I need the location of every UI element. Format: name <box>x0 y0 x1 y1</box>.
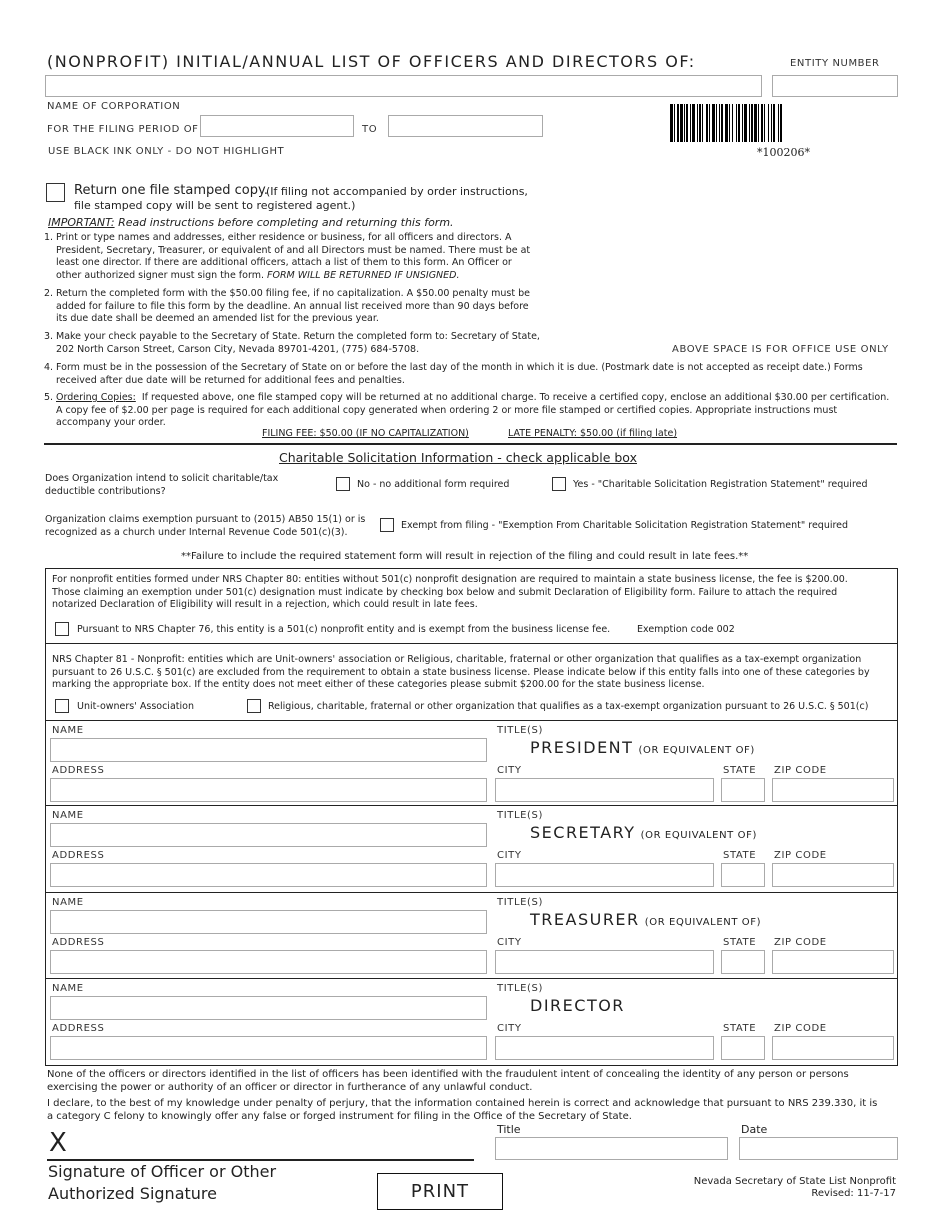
nrs81-line: pursuant to 26 U.S.C. § 501(c) are excluded from the requirement to obtain a state business license. Please indicate below if this entity falls into one of these categories by <box>52 666 870 678</box>
form-title: (NONPROFIT) INITIAL/ANNUAL LIST OF OFFICERS AND DIRECTORS OF: <box>47 52 696 71</box>
officer-name-field[interactable] <box>50 996 487 1020</box>
state-label: STATE <box>723 850 757 861</box>
instruction-line: added for failure to file this form by the deadline. An annual list received more than 90 days before <box>56 300 529 312</box>
city-label: CITY <box>497 850 522 861</box>
signature-label-line: Signature of Officer or Other <box>48 1162 277 1181</box>
officer-zip-field[interactable] <box>772 1036 894 1060</box>
divider <box>45 643 898 644</box>
officer-state-field[interactable] <box>721 863 765 887</box>
exemption-question-line: Organization claims exemption pursuant to (2015) AB50 15(1) or is <box>45 514 366 525</box>
item-number: 1. <box>44 232 54 243</box>
officer-title-suffix: (OR EQUIVALENT OF) <box>640 830 757 841</box>
instruction-line: Print or type names and addresses, either residence or business, for all officers and directors. A <box>56 232 512 243</box>
instruction-line: least one director. If there are additional officers, attach a list of them to this form. An Officer or <box>56 257 512 268</box>
no-solicit-label: No - no additional form required <box>357 479 510 490</box>
filing-period-to-field[interactable] <box>388 115 543 137</box>
item-number: 4. <box>44 362 54 373</box>
ink-note: USE BLACK INK ONLY - DO NOT HIGHLIGHT <box>48 146 285 157</box>
titles-label: TITLE(S) <box>497 983 544 994</box>
no-solicit-checkbox[interactable] <box>336 477 350 491</box>
barcode <box>670 104 898 142</box>
divider <box>44 443 897 445</box>
date-label: Date <box>741 1123 768 1136</box>
officer-city-field[interactable] <box>495 950 714 974</box>
city-label: CITY <box>497 937 522 948</box>
titles-label: TITLE(S) <box>497 810 544 821</box>
important-text: Read instructions before completing and returning this form. <box>118 216 454 229</box>
nrs80-text <box>52 574 892 612</box>
instruction-text: other authorized signer must sign the form. <box>56 269 264 281</box>
instruction-item-4 <box>44 362 914 387</box>
declaration-perjury <box>47 1097 907 1123</box>
name-label: NAME <box>52 725 84 736</box>
officer-address-field[interactable] <box>50 863 487 887</box>
officer-city-field[interactable] <box>495 778 714 802</box>
return-copy-checkbox[interactable] <box>46 183 65 202</box>
nrs76-exempt-checkbox[interactable] <box>55 622 69 636</box>
signature-label <box>48 1161 276 1205</box>
office-use-note: ABOVE SPACE IS FOR OFFICE USE ONLY <box>672 344 889 355</box>
address-label: ADDRESS <box>52 850 105 861</box>
entity-number-label: ENTITY NUMBER <box>790 58 880 69</box>
instruction-line: A copy fee of $2.00 per page is required for each additional copy generated when ordering 2 or more file stamped or certified copies. Appropriate instructions must <box>56 404 838 416</box>
signature-date-field[interactable] <box>739 1137 898 1160</box>
officer-address-field[interactable] <box>50 1036 487 1060</box>
officer-zip-field[interactable] <box>772 863 894 887</box>
item-number: 3. <box>44 331 54 342</box>
instruction-line: 202 North Carson Street, Carson City, Nevada 89701-4201, (775) 684-5708. <box>56 343 420 355</box>
nrs80-line: For nonprofit entities formed under NRS Chapter 80: entities without 501(c) nonprofit designation are required to maintain a state business license, the fee is $200.00. <box>52 574 848 585</box>
unit-owners-label: Unit-owners' Association <box>77 701 194 712</box>
officer-title-text: PRESIDENT <box>530 738 634 757</box>
instruction-line: Form must be in the possession of the Secretary of State on or before the last day of the month in which it is due. (Postmark date is not accepted as receipt date.) Forms <box>56 362 863 373</box>
instruction-line: Return the completed form with the $50.00 filing fee, if no capitalization. A $50.00 penalty must be <box>56 288 530 299</box>
zip-label: ZIP CODE <box>774 850 827 861</box>
address-label: ADDRESS <box>52 1023 105 1034</box>
officer-title <box>530 996 625 1015</box>
officer-block <box>45 720 898 805</box>
exemption-code: Exemption code 002 <box>637 624 735 635</box>
instruction-text: If requested above, one file stamped copy will be returned at no additional charge. To receive a certified copy, enclose an additional $30.00 per certification. <box>141 392 890 403</box>
titles-label: TITLE(S) <box>497 725 544 736</box>
nrs81-line: marking the appropriate box. If the entity does not meet either of these categories please submit $200.00 for the state business license. <box>52 679 705 690</box>
address-label: ADDRESS <box>52 765 105 776</box>
zip-label: ZIP CODE <box>774 765 827 776</box>
officer-title-suffix: (OR EQUIVALENT OF) <box>644 917 762 928</box>
instruction-item-5 <box>44 392 924 430</box>
footer-line: Revised: 11-7-17 <box>811 1188 896 1199</box>
exempt-filing-label: Exempt from filing - "Exemption From Charitable Solicitation Registration Statement" required <box>401 520 849 531</box>
solicit-question-line: deductible contributions? <box>45 485 166 497</box>
instruction-line: President, Secretary, Treasurer, or equivalent of and all Directors must be named. There must be at <box>56 244 531 256</box>
instruction-line <box>56 392 924 405</box>
corporation-name-label: NAME OF CORPORATION <box>47 101 181 112</box>
name-label: NAME <box>52 897 84 908</box>
exemption-question-line: recognized as a church under Internal Revenue Code 501(c)(3). <box>45 526 348 538</box>
footer-revision <box>690 1176 896 1200</box>
officer-title-suffix: (OR EQUIVALENT OF) <box>638 745 755 756</box>
officer-title <box>530 910 761 929</box>
declaration-line: None of the officers or directors identified in the list of officers has been identified with the fraudulent intent of concealing the identity of any person or persons <box>47 1069 849 1080</box>
state-label: STATE <box>723 1023 757 1034</box>
officer-name-field[interactable] <box>50 910 487 934</box>
zip-label: ZIP CODE <box>774 1023 827 1034</box>
officer-block <box>45 805 898 892</box>
religious-org-checkbox[interactable] <box>247 699 261 713</box>
item-number: 2. <box>44 288 54 299</box>
signature-label-line: Authorized Signature <box>48 1184 217 1203</box>
important-line <box>48 216 454 229</box>
city-label: CITY <box>497 1023 522 1034</box>
officer-zip-field[interactable] <box>772 778 894 802</box>
religious-org-label: Religious, charitable, fraternal or other organization that qualifies as a tax-exempt organization pursuant to 26 U.S.C. § 501(c) <box>268 701 869 712</box>
barcode-text: *100206* <box>757 146 810 159</box>
solicit-question <box>45 473 278 498</box>
return-copy-note: (If filing not accompanied by order instructions, <box>266 185 528 198</box>
late-penalty: LATE PENALTY: $50.00 (if filing late) <box>508 428 678 439</box>
charitable-heading: Charitable Solicitation Information - check applicable box <box>279 450 637 465</box>
nrs76-exempt-label: Pursuant to NRS Chapter 76, this entity is a 501(c) nonprofit entity and is exempt from the business license fee. <box>77 624 611 635</box>
officer-block <box>45 978 898 1066</box>
unit-owners-checkbox[interactable] <box>55 699 69 713</box>
signer-title-field[interactable] <box>495 1137 728 1160</box>
officer-title <box>530 738 755 757</box>
filing-fee: FILING FEE: $50.00 (IF NO CAPITALIZATION) <box>262 428 469 439</box>
filing-period-label: FOR THE FILING PERIOD OF <box>47 124 199 135</box>
instruction-item-1 <box>44 232 544 282</box>
yes-solicit-label: Yes - "Charitable Solicitation Registration Statement" required <box>573 479 868 490</box>
officer-title-text: DIRECTOR <box>530 996 625 1015</box>
officer-address-field[interactable] <box>50 778 487 802</box>
print-button[interactable]: PRINT <box>377 1173 503 1210</box>
address-label: ADDRESS <box>52 937 105 948</box>
officer-zip-field[interactable] <box>772 950 894 974</box>
instruction-line: accompany your order. <box>56 417 166 428</box>
signature-x-mark: X <box>49 1128 67 1158</box>
officer-state-field[interactable] <box>721 1036 765 1060</box>
declaration-fraud <box>47 1068 907 1094</box>
declaration-line: a category C felony to knowingly offer any false or forged instrument for filing in the Office of the Secretary of State. <box>47 1111 632 1122</box>
unsigned-warning: FORM WILL BE RETURNED IF UNSIGNED. <box>267 269 460 281</box>
corporation-name-field[interactable] <box>45 75 762 97</box>
officer-city-field[interactable] <box>495 863 714 887</box>
declaration-line: exercising the power or authority of an officer or director in furtherance of any unlawful conduct. <box>47 1082 533 1093</box>
instruction-item-2 <box>44 288 544 326</box>
name-label: NAME <box>52 983 84 994</box>
instruction-line: its due date shall be deemed an amended list for the previous year. <box>56 313 379 324</box>
state-label: STATE <box>723 937 757 948</box>
ordering-copies-heading: Ordering Copies: <box>56 392 136 403</box>
declaration-line: I declare, to the best of my knowledge under penalty of perjury, that the information contained herein is correct and acknowledge that pursuant to NRS 239.330, it is <box>47 1098 878 1109</box>
yes-solicit-checkbox[interactable] <box>552 477 566 491</box>
nrs80-line: notarized Declaration of Eligibility will result in a rejection, which could result in late fees. <box>52 599 478 610</box>
exemption-question <box>45 514 365 539</box>
entity-number-field[interactable] <box>772 75 898 97</box>
return-copy-note-2: file stamped copy will be sent to registered agent.) <box>74 199 356 212</box>
titles-label: TITLE(S) <box>497 897 544 908</box>
officer-block <box>45 892 898 978</box>
solicit-question-line: Does Organization intend to solicit charitable/tax <box>45 473 279 484</box>
officer-name-field[interactable] <box>50 738 487 762</box>
state-label: STATE <box>723 765 757 776</box>
officer-title <box>530 823 757 842</box>
footer-line: Nevada Secretary of State List Nonprofit <box>693 1176 896 1187</box>
important-label: IMPORTANT: <box>48 216 115 229</box>
title-label: Title <box>497 1123 521 1136</box>
officer-address-field[interactable] <box>50 950 487 974</box>
nrs81-line: NRS Chapter 81 - Nonprofit: entities which are Unit-owners' association or Religious, charitable, fraternal or other organization that qualifies as a tax-exempt organization <box>52 654 862 665</box>
instruction-line: received after due date will be returned for additional fees and penalties. <box>56 374 405 386</box>
officer-title-text: SECRETARY <box>530 823 636 842</box>
instruction-line: Make your check payable to the Secretary of State. Return the completed form to: Secretary of State, <box>56 331 540 342</box>
item-number: 5. <box>44 392 54 403</box>
officer-state-field[interactable] <box>721 950 765 974</box>
instruction-line <box>56 270 544 283</box>
failure-warning: **Failure to include the required statement form will result in rejection of the filing and could result in late fees.** <box>181 551 749 562</box>
officer-name-field[interactable] <box>50 823 487 847</box>
name-label: NAME <box>52 810 84 821</box>
instruction-item-3 <box>44 331 554 356</box>
exempt-filing-checkbox[interactable] <box>380 518 394 532</box>
to-label: TO <box>362 124 378 135</box>
nrs81-text <box>52 654 892 692</box>
filing-period-from-field[interactable] <box>200 115 354 137</box>
officer-title-text: TREASURER <box>530 910 640 929</box>
return-copy-label: Return one file stamped copy. <box>74 183 268 198</box>
nrs80-line: Those claiming an exemption under 501(c) designation must indicate by checking box below and submit Declaration of Eligibility form. Failure to attach the required <box>52 586 838 598</box>
officer-city-field[interactable] <box>495 1036 714 1060</box>
zip-label: ZIP CODE <box>774 937 827 948</box>
city-label: CITY <box>497 765 522 776</box>
officer-state-field[interactable] <box>721 778 765 802</box>
